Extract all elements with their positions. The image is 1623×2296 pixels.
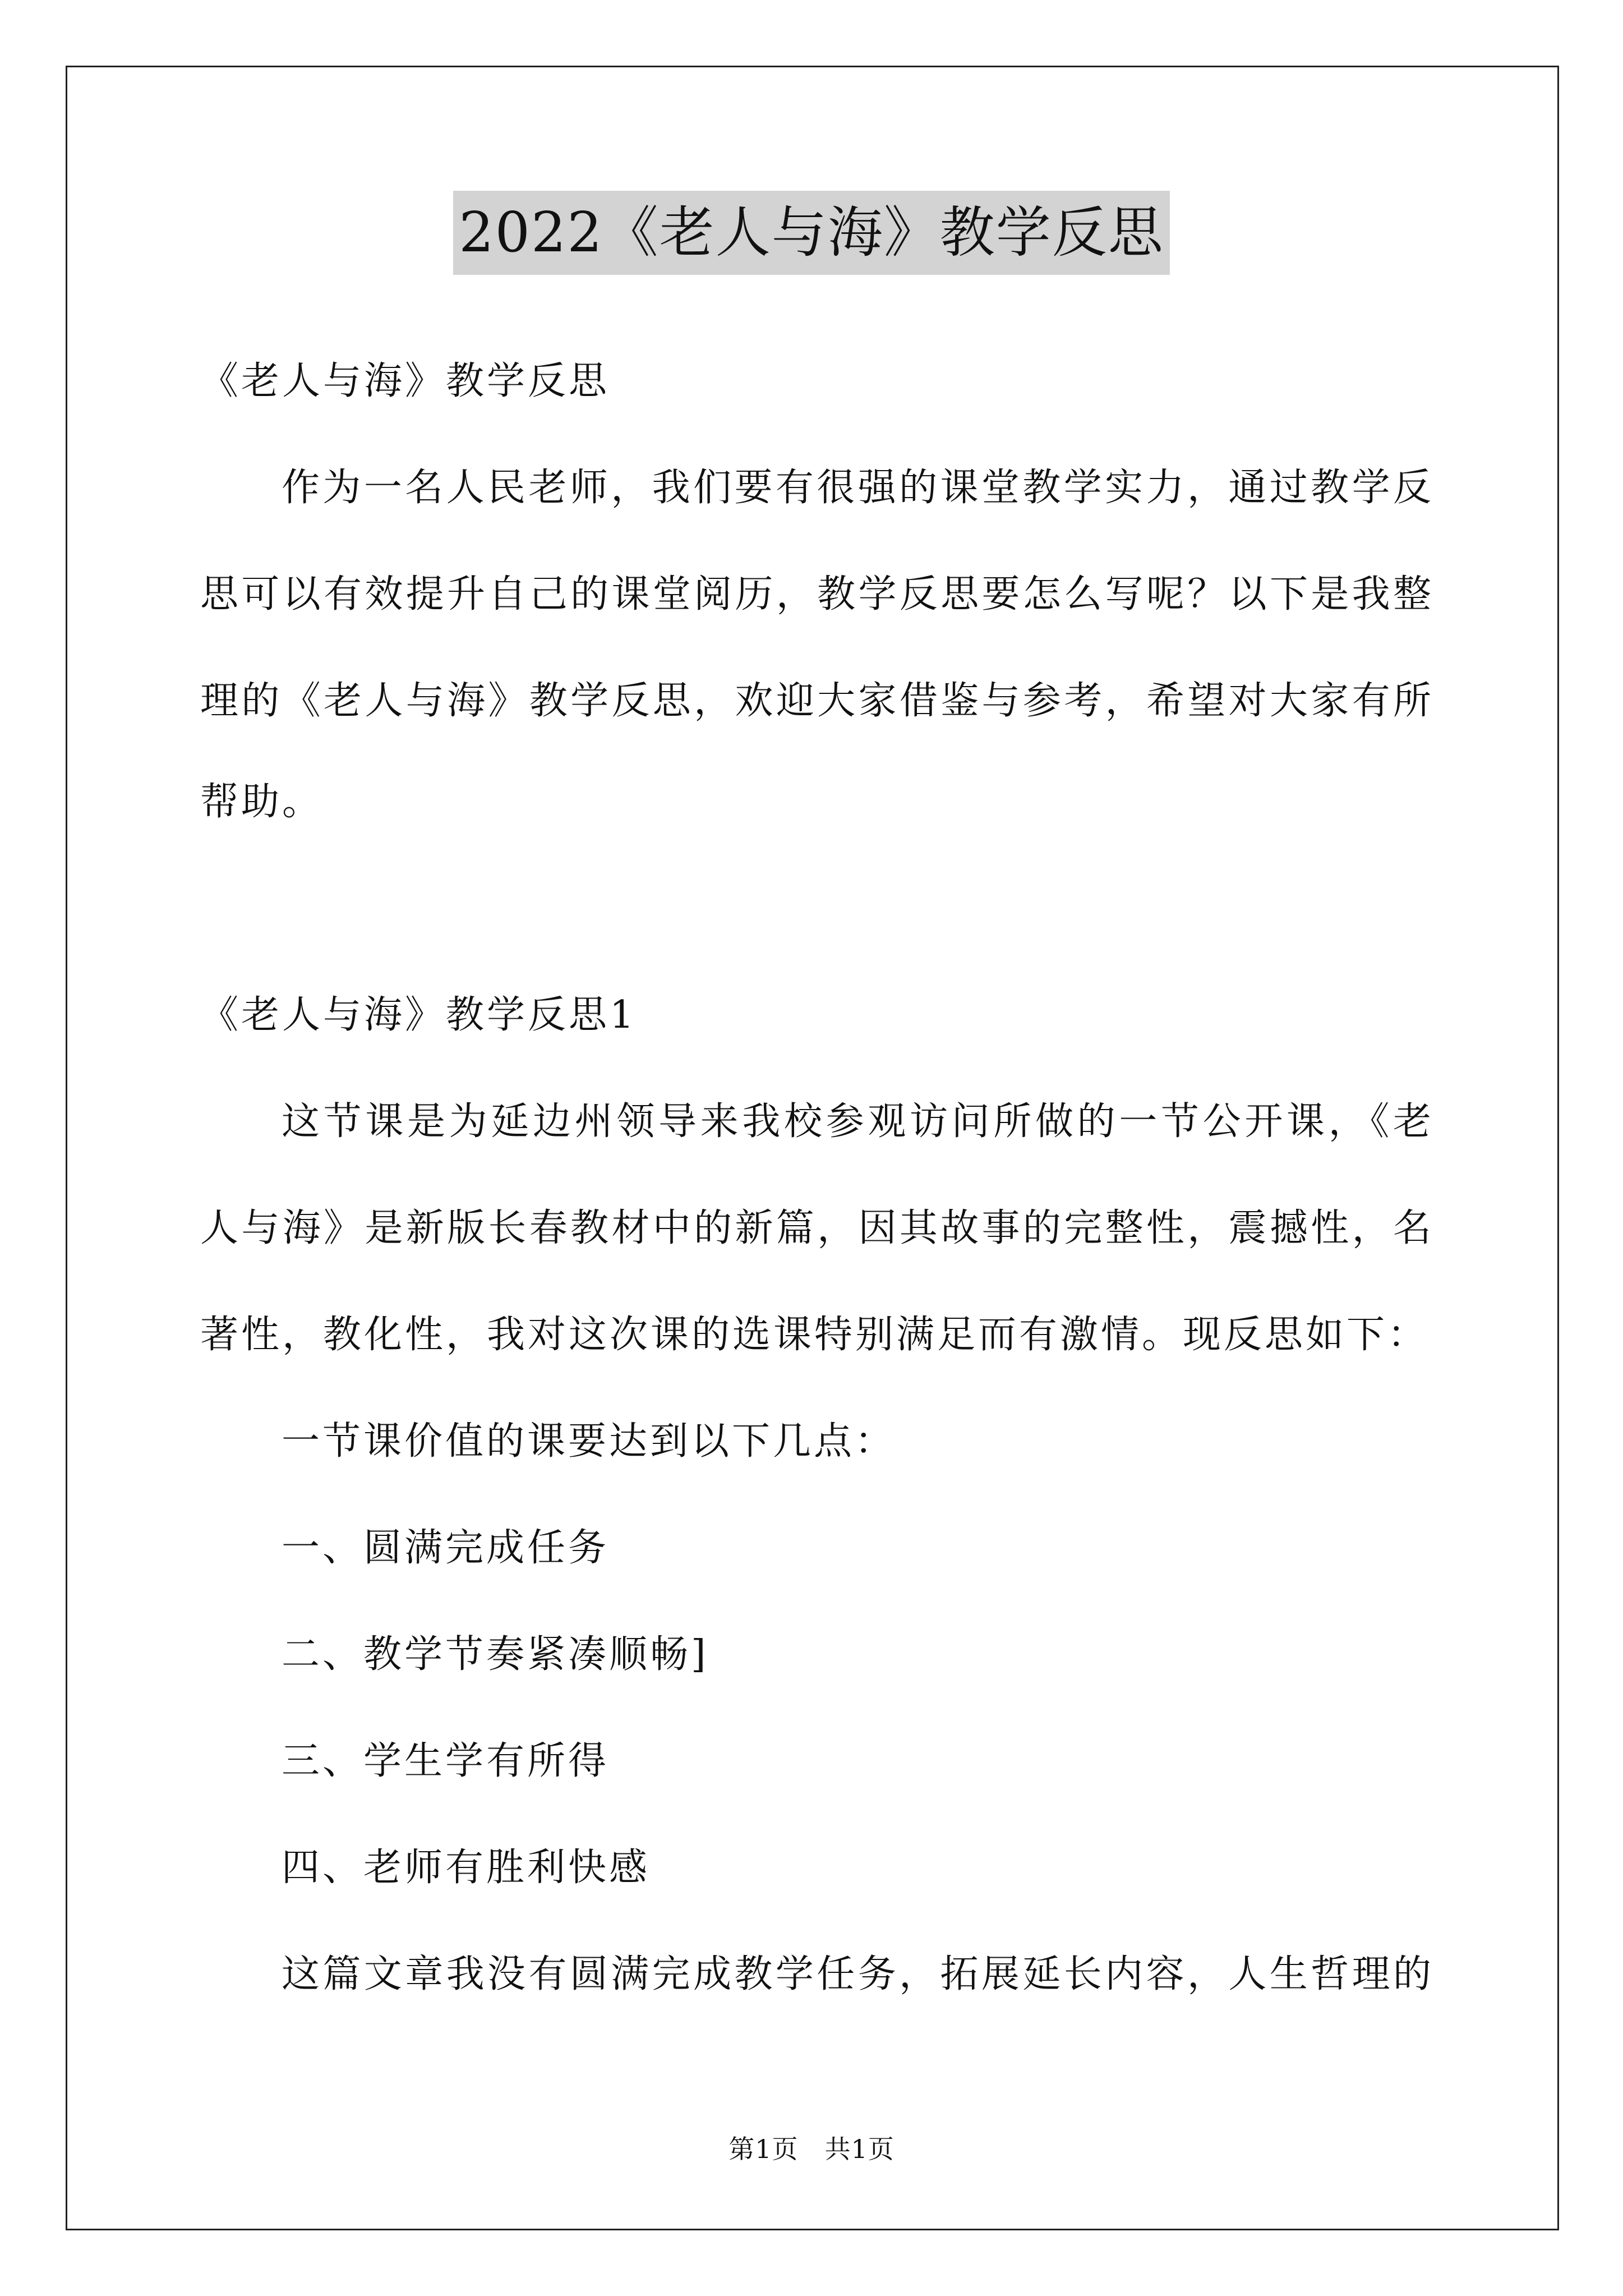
intro-line-3: 理的《老人与海》教学反思，欢迎大家借鉴与参考，希望对大家有所 [200, 679, 1434, 723]
intro-line-1: 作为一名人民老师，我们要有很强的课堂教学实力，通过教学反 [282, 466, 1434, 510]
last-line: 这篇文章我没有圆满完成教学任务，拓展延长内容，人生哲理的 [282, 1952, 1434, 1996]
section-line-3: 著性，教化性，我对这次课的选课特别满足而有激情。现反思如下： [200, 1313, 1429, 1357]
subtitle: 《老人与海》教学反思 [200, 359, 610, 403]
point-item: 二、教学节奏紧凑顺畅] [282, 1632, 709, 1677]
intro-line-4: 帮助。 [200, 780, 324, 824]
section-line-1: 这节课是为延边州领导来我校参观访问所做的一节公开课，《老 [282, 1099, 1434, 1144]
point-item: 四、老师有胜利快感 [282, 1846, 651, 1890]
page-footer: 第1页 共1页 [728, 2134, 895, 2164]
section-line-2: 人与海》是新版长春教材中的新篇，因其故事的完整性，震撼性，名 [200, 1206, 1434, 1250]
point-item: 一、圆满完成任务 [282, 1526, 610, 1570]
intro-line-2: 思可以有效提升自己的课堂阅历，教学反思要怎么写呢？以下是我整 [200, 572, 1434, 616]
point-item: 三、学生学有所得 [282, 1739, 610, 1783]
points-intro: 一节课价值的课要达到以下几点： [282, 1419, 896, 1464]
document-title: 2022《老人与海》教学反思 [453, 191, 1169, 275]
title-container [0, 191, 1623, 275]
section-heading: 《老人与海》教学反思1 [200, 993, 637, 1037]
